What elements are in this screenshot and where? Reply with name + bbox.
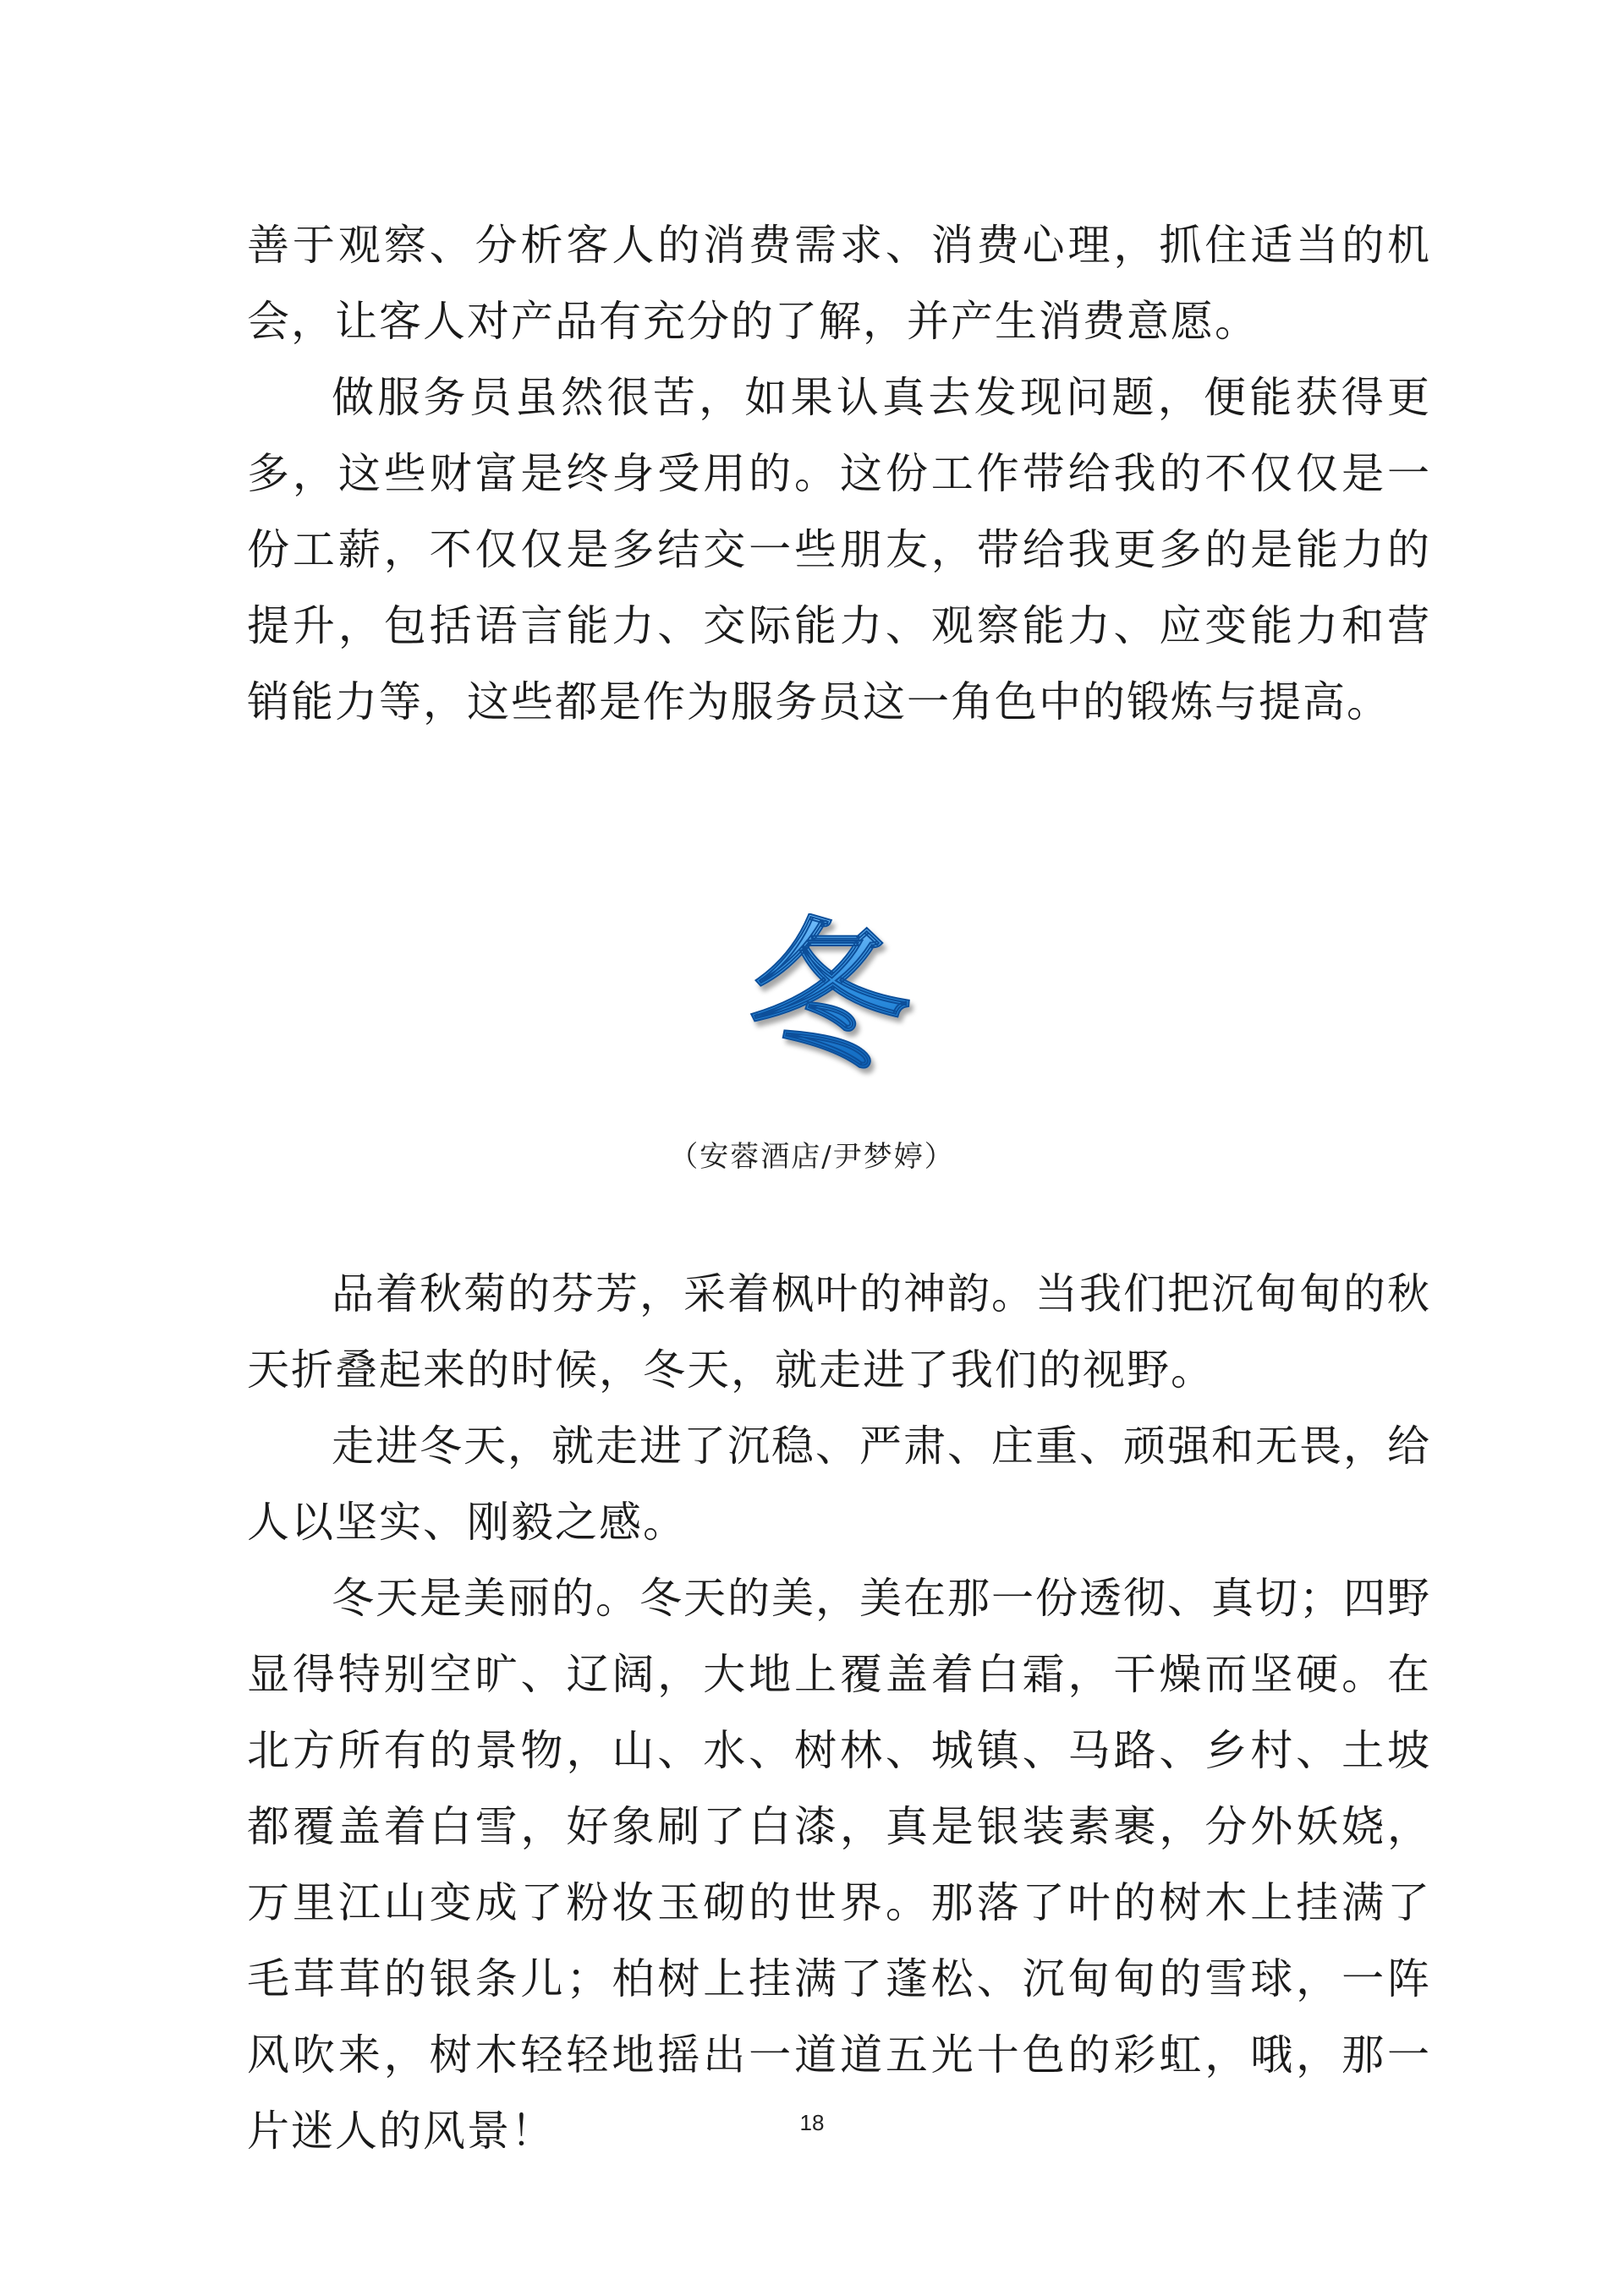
paragraph: 走进冬天，就走进了沉稳、严肃、庄重、顽强和无畏，给人以坚实、刚毅之感。 bbox=[247, 1422, 1431, 1547]
article-title-art bbox=[727, 913, 930, 1082]
article-byline: （安蓉酒店/尹梦婷） bbox=[669, 1140, 955, 1174]
paragraph: 做服务员虽然很苦，如果认真去发现问题，便能获得更多，这些财富是终身受用的。这份工作带给我的不仅仅是一份工薪，不仅仅是多结交一些朋友，带给我更多的是能力的提升，包括语言能力、交际能力、观察能力、应变能力和营销能力等，这些都是作为服务员这一角色中的锻炼与提高。 bbox=[247, 373, 1431, 726]
paragraph: 善于观察、分析客人的消费需求、消费心理，抓住适当的机会，让客人对产品有充分的了解，并产生消费意愿。 bbox=[247, 221, 1431, 346]
previous-article-text bbox=[247, 207, 1431, 740]
paragraph: 品着秋菊的芬芳，采着枫叶的神韵。当我们把沉甸甸的秋天折叠起来的时候，冬天，就走进了我们的视野。 bbox=[247, 1269, 1431, 1395]
article-body bbox=[247, 1256, 1431, 2169]
paragraph: 冬天是美丽的。冬天的美，美在那一份透彻、真切；四野显得特别空旷、辽阔，大地上覆盖着白霜，干燥而坚硬。在北方所有的景物，山、水、树林、城镇、马路、乡村、土坡都覆盖着白雪，好象刷了白漆，真是银装素裹，分外妖娆，万里江山变成了粉妆玉砌的世界。那落了叶的树木上挂满了毛茸茸的银条儿；柏树上挂满了蓬松、沉甸甸的雪球，一阵风吹来，树木轻轻地摇出一道道五光十色的彩虹，哦，那一片迷人的风景！ bbox=[247, 1574, 1431, 2156]
page-number: 18 bbox=[799, 2110, 825, 2135]
article-title: 冬 bbox=[748, 913, 910, 1082]
